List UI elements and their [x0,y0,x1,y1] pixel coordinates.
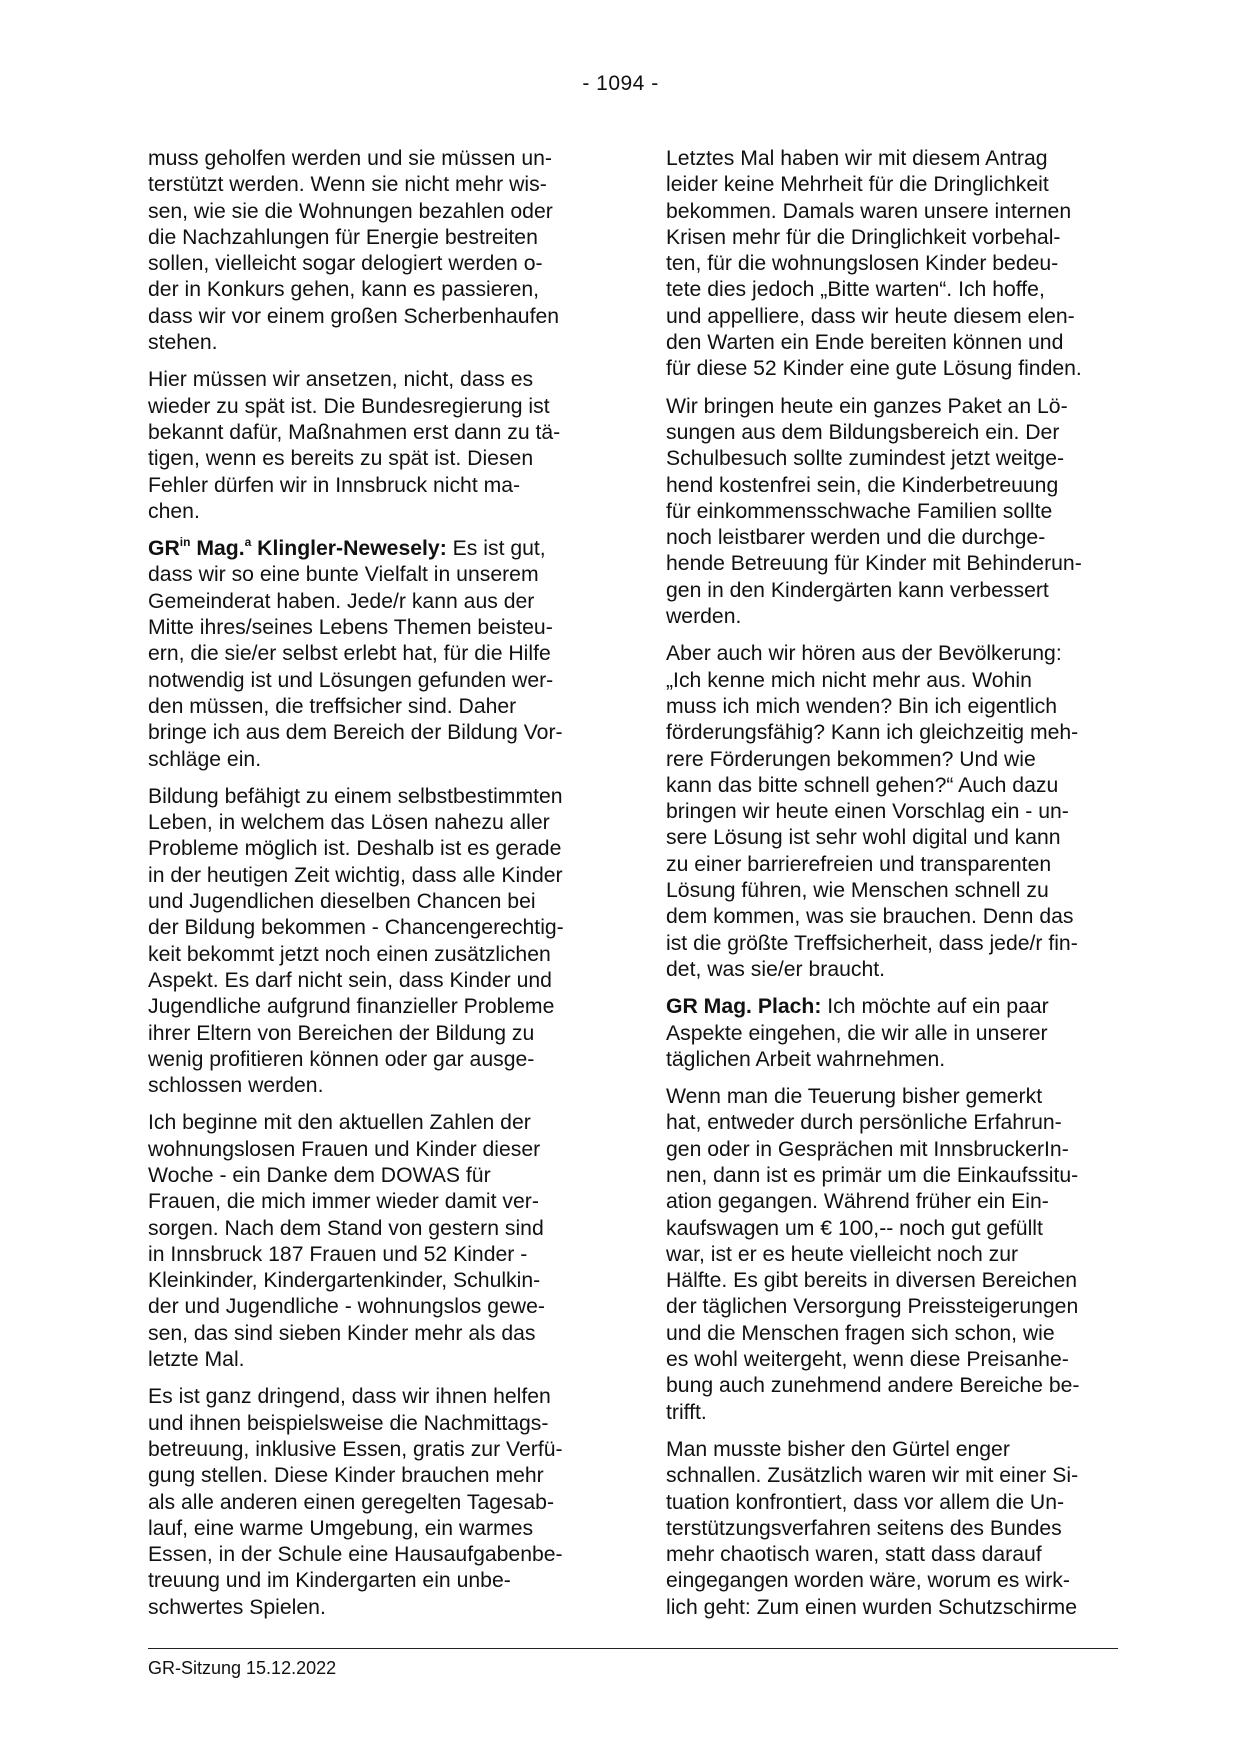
text-line: Man musste bisher den Gürtel enger [666,1437,1010,1461]
text-line: bringen wir heute einen Vorschlag ein - un- [666,800,1069,824]
text-line: hend kostenfrei sein, die Kinderbetreuung [666,473,1059,497]
text-line: gung stellen. Diese Kinder brauchen mehr [148,1464,544,1488]
text-line: dem kommen, was sie brauchen. Denn das [666,905,1074,929]
text-line: leider keine Mehrheit für die Dringlichkeit [666,173,1049,197]
paragraph [148,367,596,525]
text-line: Lösung führen, wie Menschen schnell zu [666,879,1049,903]
text-line: nen, dann ist es primär um die Einkaufssitu- [666,1163,1079,1187]
speech-text: Es ist gut, [446,537,546,561]
text-line: schwertes Spielen. [148,1595,326,1619]
text-line: det, was sie/er braucht. [666,957,886,981]
text-line: und die Menschen fragen sich schon, wie [666,1321,1055,1345]
text-line: als alle anderen einen geregelten Tagesab- [148,1490,555,1514]
text-line: den Warten ein Ende bereiten können und [666,331,1064,355]
text-line: tigen, wenn es bereits zu spät ist. Diesen [148,447,534,471]
text-line: „Ich kenne mich nicht mehr aus. Wohin [666,668,1032,692]
text-line: Gemeinderat haben. Jede/r kann aus der [148,589,535,613]
text-line: treuung und im Kindergarten ein unbe- [148,1569,511,1593]
text-line: mehr chaotisch waren, statt dass darauf [666,1543,1042,1567]
text-line: trifft. [666,1400,707,1424]
speaker-name: $GR^{in}$ Mag.$^a$ Klingler-Newesely: [148,535,447,561]
text-line: Essen, in der Schule eine Hausaufgabenbe- [148,1543,563,1567]
text-line: sungen aus dem Bildungsbereich ein. Der [666,420,1060,444]
paragraph [666,1084,1118,1426]
text-line: Woche - ein Danke dem DOWAS für [148,1163,491,1187]
text-line: werden. [666,605,742,629]
footer-session-date: GR-Sitzung 15.12.2022 [148,1658,337,1678]
text-line: wohnungslosen Frauen und Kinder dieser [148,1137,541,1161]
paragraph [666,641,1118,983]
text-line: täglichen Arbeit wahrnehmen. [666,1047,946,1071]
text-line: Wenn man die Teuerung bisher gemerkt [666,1085,1043,1109]
text-line: ihrer Eltern von Bereichen der Bildung zu [148,1021,535,1045]
text-line: lauf, eine warme Umgebung, ein warmes [148,1516,534,1540]
text-line: sollen, vielleicht sogar delogiert werden o- [148,252,543,276]
speaker-paragraph [666,994,1118,1073]
text-line: sen, das sind sieben Kinder mehr als das [148,1321,536,1345]
text-line: schnallen. Zusätzlich waren wir mit einer Si- [666,1464,1079,1488]
text-line: und Jugendlichen dieselben Chancen bei [148,890,536,914]
paragraph [666,1437,1118,1621]
text-line: für diese 52 Kinder eine gute Lösung finden. [666,357,1082,381]
text-line: schläge ein. [148,747,262,771]
text-line: in Innsbruck 187 Frauen und 52 Kinder - [148,1242,528,1266]
text-line: ation gegangen. Während früher ein Ein- [666,1190,1049,1214]
text-line: sen, wie sie die Wohnungen bezahlen oder [148,199,553,223]
text-line: schlossen werden. [148,1074,324,1098]
text-line: wieder zu spät ist. Die Bundesregierung ist [148,394,550,418]
text-line: gen in den Kindergärten kann verbessert [666,578,1049,602]
text-line: Mitte ihres/seines Lebens Themen beisteu- [148,616,553,640]
text-line: bung auch zunehmend andere Bereiche be- [666,1374,1080,1398]
text-line: Probleme möglich ist. Deshalb ist es gerade [148,837,562,861]
text-line: muss geholfen werden und sie müssen un- [148,147,552,170]
footer-divider [148,1648,1118,1649]
text-line: Kleinkinder, Kindergartenkinder, Schulkin- [148,1269,541,1293]
text-line: wenig profitieren können oder gar ausge- [148,1047,535,1071]
text-line: rere Förderungen bekommen? Und wie [666,747,1036,771]
right-column [666,146,1118,1632]
text-line: keit bekommt jetzt noch einen zusätzlichen [148,942,551,966]
text-line: der in Konkurs gehen, kann es passieren, [148,278,540,302]
text-line: Letztes Mal haben wir mit diesem Antrag [666,147,1048,170]
text-line: noch leistbarer werden und die durchge- [666,526,1046,550]
text-line: hat, entweder durch persönliche Erfahrun- [666,1111,1062,1135]
text-line: chen. [148,499,200,523]
text-line: sorgen. Nach dem Stand von gestern sind [148,1216,544,1240]
text-line: Frauen, die mich immer wieder damit ver- [148,1190,539,1214]
text-line: tete dies jedoch „Bitte warten“. Ich hoffe, [666,278,1045,302]
text-line: terstützungsverfahren seitens des Bundes [666,1516,1062,1540]
text-line: Krisen mehr für die Dringlichkeit vorbehal- [666,225,1061,249]
text-line: eingegangen worden wäre, worum es wirk- [666,1569,1070,1593]
text-line: war, ist er es heute vielleicht noch zur [666,1242,1019,1266]
text-line: es wohl weitergeht, wenn diese Preisanhe- [666,1348,1069,1372]
text-line: ern, die sie/er selbst erlebt hat, für die Hilfe [148,642,551,666]
text-line: tuation konfrontiert, dass vor allem die Un- [666,1490,1065,1514]
left-column [148,146,596,1632]
text-line: in der heutigen Zeit wichtig, dass alle Kinder [148,863,563,887]
text-line: bekannt dafür, Maßnahmen erst dann zu tä- [148,420,561,444]
text-line: hende Betreuung für Kinder mit Behinderun- [666,552,1082,576]
speaker-paragraph [148,536,596,773]
speech-text: Ich möchte auf ein paar [821,995,1049,1019]
text-line: Bildung befähigt zu einem selbstbestimmten [148,784,563,808]
text-line: bekommen. Damals waren unsere internen [666,199,1072,223]
text-line: für einkommensschwache Familien sollte [666,499,1053,523]
speaker-name: GR Mag. Plach: [666,995,822,1019]
text-line: den müssen, die treffsicher sind. Daher [148,694,517,718]
text-line: ist die größte Treffsicherheit, dass jede/r fin- [666,931,1078,955]
text-line: der und Jugendliche - wohnungslos gewe- [148,1295,545,1319]
paragraph [666,146,1118,383]
paragraph [148,784,596,1100]
paragraph [666,394,1118,631]
text-line: dass wir so eine bunte Vielfalt in unserem [148,563,539,587]
paragraph [148,1384,596,1621]
text-line: kann das bitte schnell gehen?“ Auch dazu [666,773,1059,797]
text-line: ten, für die wohnungslosen Kinder bedeu- [666,252,1059,276]
text-line: gen oder in Gesprächen mit InnsbruckerIn- [666,1137,1069,1161]
text-line: Wir bringen heute ein ganzes Paket an Lö- [666,394,1068,418]
text-line: Hälfte. Es gibt bereits in diversen Bereichen [666,1269,1078,1293]
text-line: der täglichen Versorgung Preissteigerungen [666,1295,1079,1319]
page-number: - 1094 - [582,72,659,95]
text-line: sere Lösung ist sehr wohl digital und kann [666,826,1061,850]
text-line: notwendig ist und Lösungen gefunden wer- [148,668,554,692]
text-line: förderungsfähig? Kann ich gleichzeitig meh- [666,721,1079,745]
text-line: dass wir vor einem großen Scherbenhaufen [148,304,560,328]
text-line: lich geht: Zum einen wurden Schutzschirme [666,1595,1077,1619]
text-line: kaufswagen um € 100,-- noch gut gefüllt [666,1216,1043,1240]
text-line: und ihnen beispielsweise die Nachmittags- [148,1411,549,1435]
text-line: und appelliere, dass wir heute diesem elen- [666,304,1075,328]
text-line: Fehler dürfen wir in Innsbruck nicht ma- [148,473,521,497]
text-line: Hier müssen wir ansetzen, nicht, dass es [148,368,534,392]
text-line: zu einer barrierefreien und transparenten [666,852,1052,876]
text-line: Ich beginne mit den aktuellen Zahlen der [148,1111,531,1135]
text-line: Es ist ganz dringend, dass wir ihnen helfen [148,1385,551,1409]
text-line: Jugendliche aufgrund finanzieller Probleme [148,995,555,1019]
text-line: die Nachzahlungen für Energie bestreiten [148,225,538,249]
text-line: letzte Mal. [148,1348,245,1372]
text-line: der Bildung bekommen - Chancengerechtig- [148,916,564,940]
paragraph [148,146,596,356]
text-line: bringe ich aus dem Bereich der Bildung Vor- [148,721,563,745]
text-line: terstützt werden. Wenn sie nicht mehr wis- [148,173,547,197]
text-line: Schulbesuch sollte zumindest jetzt weitge- [666,447,1065,471]
text-line: stehen. [148,331,218,355]
text-line: Aspekt. Es darf nicht sein, dass Kinder und [148,968,552,992]
text-line: Leben, in welchem das Lösen nahezu aller [148,811,550,835]
text-line: Aber auch wir hören aus der Bevölkerung: [666,642,1062,666]
text-line: Aspekte eingehen, die wir alle in unserer [666,1021,1048,1045]
paragraph [148,1110,596,1373]
text-line: muss ich mich wenden? Bin ich eigentlich [666,694,1057,718]
text-line: betreuung, inklusive Essen, gratis zur Verfü- [148,1437,563,1461]
